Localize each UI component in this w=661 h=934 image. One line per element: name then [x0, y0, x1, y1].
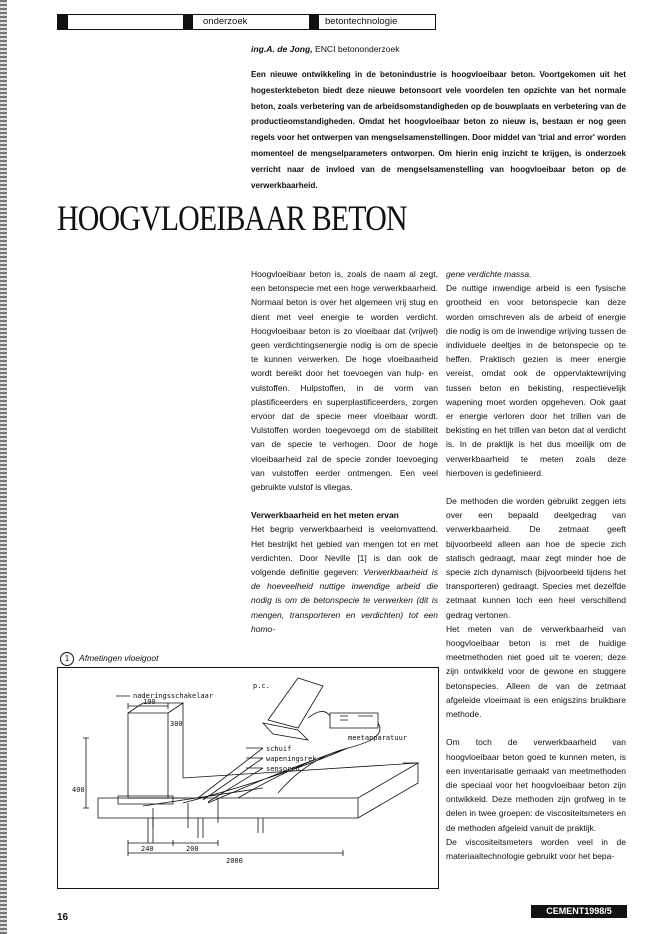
dim-240: 240 [141, 845, 154, 853]
figure-caption-text: Afmetingen vloeigoot [79, 653, 159, 663]
author-affiliation: ENCI betononderzoek [314, 44, 400, 54]
col2-paragraph-1: De nuttige inwendige arbeid is een fysische grootheid en voor betonspecie kan deze worden omschreven als de arbeid of energie die nodig is om de inwendige wrijving tussen de individuele deeltjes in de betonspecie op te heffen. Praktisch gezien is meer energie vereist, omdat ook de oppervlaktewrijving tussen beton en bekisting, respectievelijk wapening moet worden opgeheven. Ook gaat er energie verloren door het trillen van de bekisting en het trillen van beton dat al verdicht is. In de praktijk is het dus moeilijk om de verwerkbaarheid te meten zoals deze hierboven is gedefinieerd. [446, 283, 626, 478]
dim-200: 200 [186, 845, 199, 853]
article-title: HOOGVLOEIBAAR BETON [57, 198, 407, 238]
author-line [251, 44, 400, 54]
col1-paragraph-2-text: Het begrip verwerkbaarheid is veelomvattend. Het bestrijkt het gebied van mengen tot en met verdichten. Door Neville [1] is dan ook de volgende definitie gegeven: [251, 524, 438, 578]
col1-paragraph-1: Hoogvloeibaar beton is, zoals de naam al zegt, een betonspecie met een hoge verwerkbaarheid. Normaal beton is over het algemeen vrij stug en dient met veel energie te worden verdicht. Hoogvloeibaar beton is zo vloeibaar dat (vrijwel) geen verdichtingsenergie nodig is om de specie te kunnen verwerken. De hoge vloeibaarheid wordt bereikt door het toevoegen van hulp- en vulstoffen. Hulpstoffen, in de vorm van plastificeerders en superplastificeerders, zorgen ervoor dat de specie meer vloeibaar wordt. Vulstoffen worden toegevoegd om de stabiliteit van de specie te verhogen. Door de hoge vloeibaarheid zal de specie zonder toevoeging van vulstoffen eerder ontmengen. Een veel gebruikte vulstof is vliegas. [251, 269, 438, 493]
figure-flow-channel [57, 667, 439, 889]
author-name: ing.A. de Jong, [251, 44, 313, 54]
label-switch: naderingsschakelaar [133, 692, 214, 700]
section-heading: Verwerkbaarheid en het meten ervan [251, 510, 399, 521]
laptop [263, 678, 323, 740]
figure-number: 1 [60, 652, 74, 666]
leader-lines [116, 696, 263, 802]
dim-300: 300 [170, 720, 183, 728]
dim-100: 100 [143, 698, 156, 706]
header-bar [57, 14, 436, 30]
column-right [446, 267, 626, 863]
dim-400: 400 [72, 786, 85, 794]
hopper [128, 703, 183, 798]
header-block-right [309, 15, 319, 29]
scan-binding-edge [0, 0, 7, 934]
dim-2000: 2000 [226, 857, 243, 865]
intro-paragraph: Een nieuwe ontwikkeling in de betonindustrie is hoogvloeibaar beton. Voortgekomen uit het hogesterktebeton biedt deze nieuwe betonsoort vele voordelen ten opzichte van het normale beton, zoals verbetering van de arbeidsomstandigheden op de bouwplaats en verbetering van de productieomstandigheden. Omdat het hoogvloeibaar beton zo nieuw is, bestaan er nog geen regels voor het ontwerpen van mengselsamenstellingen. Door middel van 'trial and error' worden momenteel de mengselparameters ontworpen. Om hierin enig inzicht te krijgen, is onderzoek verricht naar de invloed van de mengselsamenstelling van hoogvloeibaar beton op de verwerkbaarheid. [251, 70, 626, 190]
column-left [251, 267, 438, 636]
header-block-left [58, 15, 68, 29]
col1-paragraph-2 [251, 522, 438, 636]
label-meter: meetapparatuur [348, 734, 408, 742]
label-sensors: sensoren [266, 765, 300, 773]
header-block-mid [183, 15, 193, 29]
journal-footer: CEMENT1998/5 [531, 905, 627, 918]
col2-paragraph-5: De viscositeitsmeters worden veel in de materiaaltechnologie gebruikt voor het bepa- [446, 836, 626, 861]
col2-paragraph-3: Het meten van de verwerkbaarheid van hoogvloeibaar beton is met de huidige meetmethoden niet goed uit te voeren; deze zijn ontwikkeld voor de gewone en stuggere betonspecies. Alleen de van de zetmaat afgeleide vloeimaat is een enigszins bruikbare methode. [446, 623, 626, 720]
support-legs [148, 818, 263, 843]
label-rebar: wapeningsrek [266, 755, 317, 763]
page-number: 16 [57, 912, 69, 923]
figure-caption [60, 652, 158, 666]
flow-channel-drawing [58, 668, 438, 888]
definition-quote-end: gene verdichte massa. [446, 269, 532, 279]
col2-paragraph-4: Om toch de verwerkbaarheid van hoogvloeibaar beton goed te kunnen meten, is een inventarisatie gemaakt van meetmethoden die speciaal voor het hoogvloeibaar beton zijn ontwikkeld. Deze methoden zijn grofweg in te delen in twee groepen: de viscositeitsmeters en de methoden afgeleid vanuit de praktijk. [446, 737, 626, 833]
meter-box [330, 713, 378, 728]
header-topic: betontechnologie [325, 16, 398, 27]
label-pc: p.c. [253, 682, 270, 690]
col2-paragraph-2: De methoden die worden gebruikt zeggen iets over een bepaald deelgedrag van verwerkbaarheid. De zetmaat geeft bijvoorbeeld alleen aan hoe de specie zich statisch gedraagt, maar zegt minder hoe de specie zich dynamisch (bijvoorbeeld tijdens het transporteren) gedraagt. Species met dezelfde zetmaat kunnen toch een heel verschillend gedrag vertonen. [446, 496, 626, 620]
definition-quote: Verwerkbaarheid is de hoeveelheid nuttige inwendige arbeid die nodig is om de betonspecie te verwerken (dit is mengen, transporteren en verdichten) tot een homo- [251, 567, 438, 634]
dim-lines [83, 703, 343, 856]
header-section: onderzoek [203, 16, 248, 27]
label-gate: schuif [266, 745, 292, 753]
